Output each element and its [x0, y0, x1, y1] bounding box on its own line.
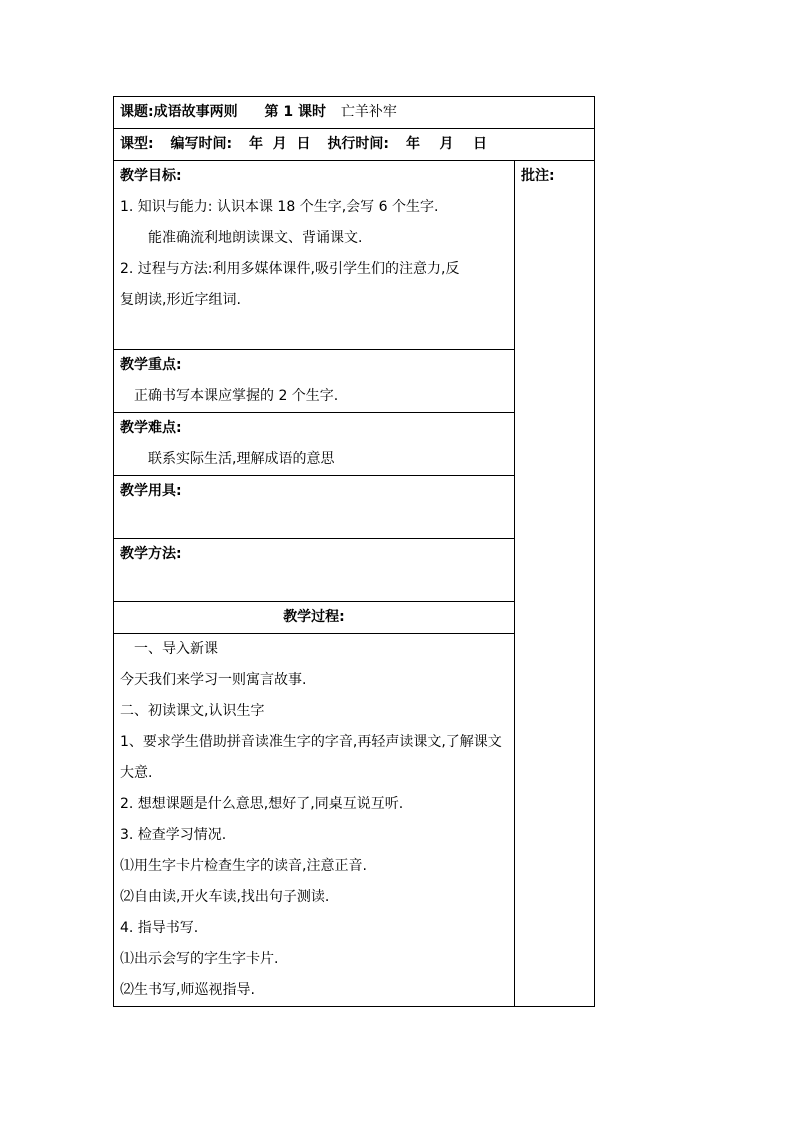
objectives-row: [114, 161, 595, 350]
annotation-cell: [515, 161, 595, 1007]
process-line: ⑵生书写,师巡视指导.: [120, 982, 255, 998]
difficulties-cell: [114, 413, 515, 476]
difficulties-label: 教学难点:: [120, 420, 182, 436]
title-cell: [114, 97, 595, 129]
objective-line: 能准确流利地朗读课文、背诵课文.: [148, 230, 363, 246]
process-line: 1、要求学生借助拼音读准生字的字音,再轻声读课文,了解课文: [120, 734, 502, 750]
process-line: ⑵自由读,开火车读,找出句子测读.: [120, 889, 330, 905]
title-label: 课题:: [120, 104, 154, 120]
process-line: ⑴用生字卡片检查生字的读音,注意正音.: [120, 858, 367, 874]
tools-cell: [114, 476, 515, 539]
methods-label: 教学方法:: [120, 546, 182, 562]
difficulties-text: 联系实际生活,理解成语的意思: [148, 451, 335, 467]
exec-date: 年 月 日: [405, 136, 487, 152]
process-line: 2. 想想课题是什么意思,想好了,同桌互说互听.: [120, 796, 404, 812]
exec-time-label: 执行时间:: [327, 136, 390, 152]
write-time-label: 编写时间:: [170, 136, 233, 152]
story-title: 亡羊补牢: [340, 104, 397, 120]
write-date: 年 月 日: [249, 136, 311, 152]
process-line: ⑴出示会写的字生字卡片.: [120, 951, 279, 967]
type-label: 课型:: [120, 136, 154, 152]
process-header-cell: [114, 602, 515, 634]
objectives-label: 教学目标:: [120, 168, 182, 184]
process-label: 教学过程:: [283, 609, 345, 625]
process-line: 大意.: [120, 765, 153, 781]
objectives-cell: [114, 161, 515, 350]
annotation-label: 批注:: [521, 168, 555, 184]
key-points-text: 正确书写本课应掌握的 2 个生字.: [134, 388, 339, 404]
meta-cell: [114, 129, 595, 161]
process-line: 今天我们来学习一则寓言故事.: [120, 672, 307, 688]
objective-line: 复朗读,形近字组词.: [120, 292, 241, 308]
objective-line: 2. 过程与方法:利用多媒体课件,吸引学生们的注意力,反: [120, 261, 460, 277]
lesson-plan-table: [113, 96, 595, 1007]
lesson-number: 第 1 课时: [264, 104, 327, 120]
process-line: 3. 检查学习情况.: [120, 827, 227, 843]
title-row: [114, 97, 595, 129]
process-cell: [114, 634, 515, 1007]
key-points-cell: [114, 350, 515, 413]
lesson-title: 成语故事两则: [153, 104, 238, 120]
process-line: 一、导入新课: [134, 641, 218, 657]
process-line: 二、初读课文,认识生字: [120, 703, 265, 719]
objective-line: 1. 知识与能力: 认识本课 18 个生字,会写 6 个生字.: [120, 199, 439, 215]
tools-label: 教学用具:: [120, 483, 182, 499]
methods-cell: [114, 539, 515, 602]
meta-row: [114, 129, 595, 161]
process-line: 4. 指导书写.: [120, 920, 199, 936]
key-points-label: 教学重点:: [120, 357, 182, 373]
